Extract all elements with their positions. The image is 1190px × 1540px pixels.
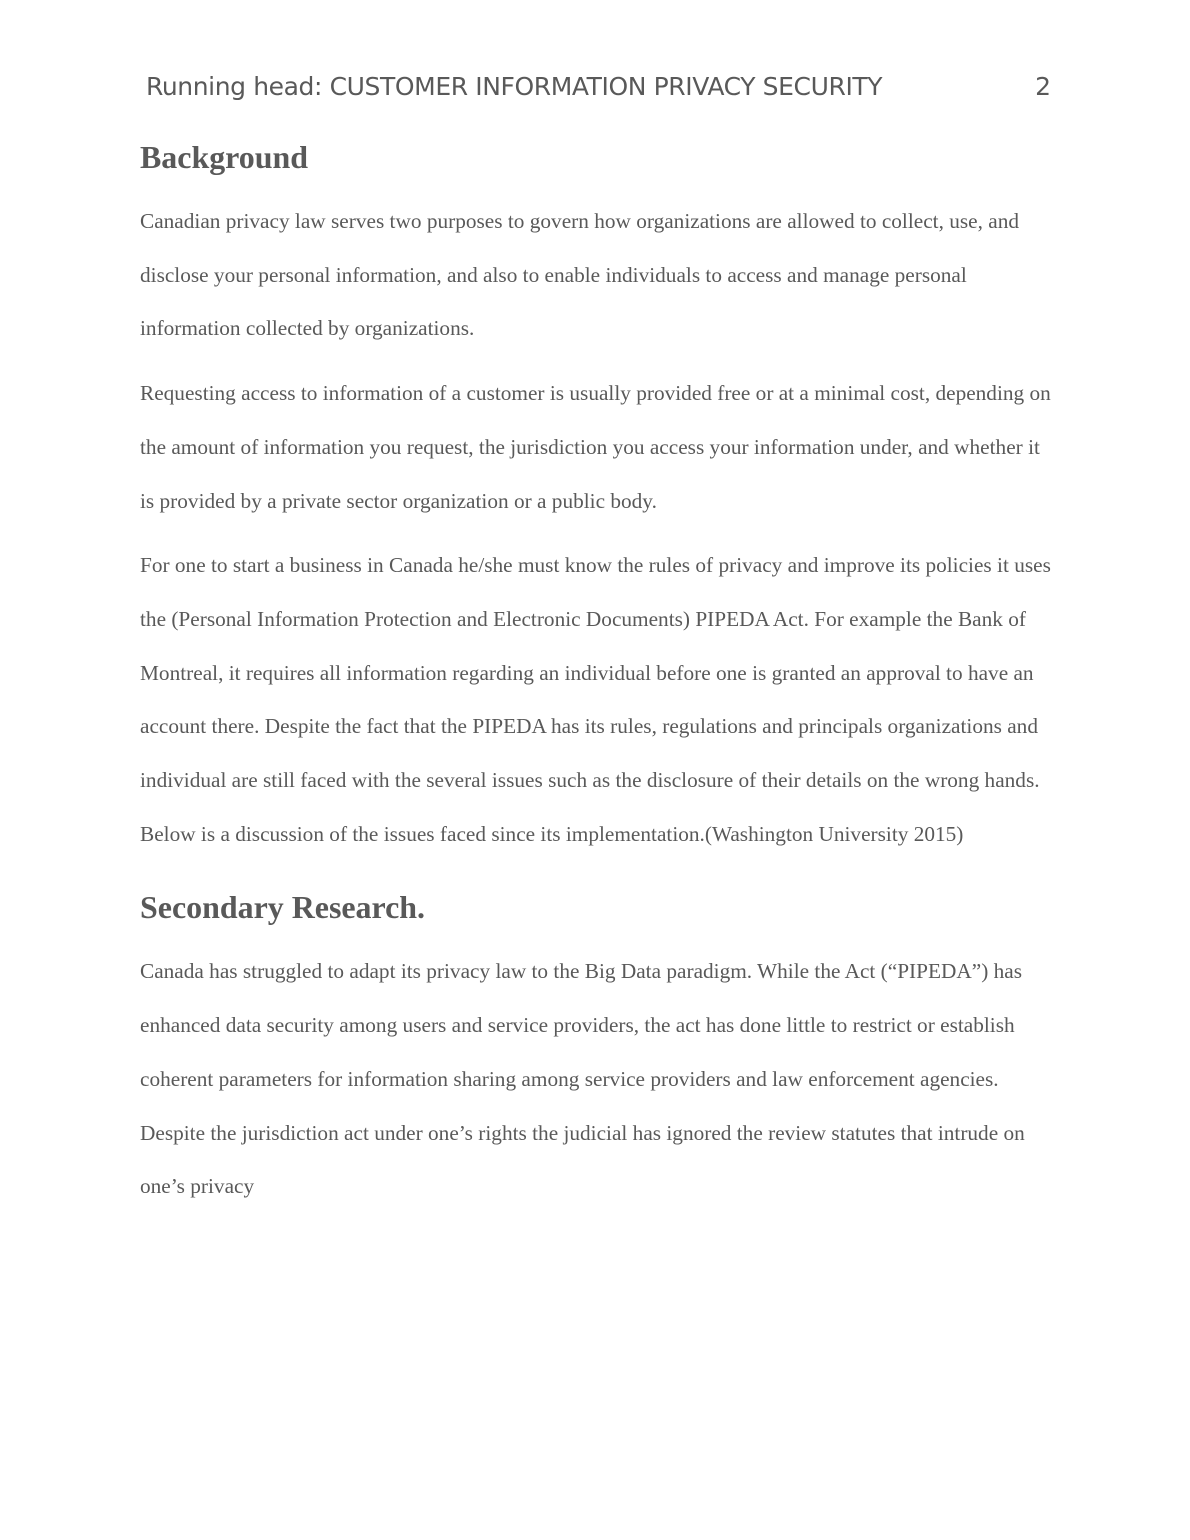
paragraph: Requesting access to information of a customer is usually provided free or at a minimal cost, depending on the amount of information you request, the jurisdiction you access your information under, and whether it is provided by a private sector organization or a public body.	[140, 381, 1051, 513]
running-head: Running head: CUSTOMER INFORMATION PRIVACY SECURITY	[146, 72, 883, 101]
page-number: 2	[1035, 72, 1051, 101]
page-header	[146, 72, 1051, 112]
section-heading-background: Background	[140, 140, 309, 175]
paragraph: Canadian privacy law serves two purposes to govern how organizations are allowed to collect, use, and disclose your personal information, and also to enable individuals to access and manage personal information collected by organizations.	[140, 209, 1020, 341]
paragraph: Canada has struggled to adapt its privacy law to the Big Data paradigm. While the Act (“PIPEDA”) has enhanced data security among users and service providers, the act has done little to restrict or establish coherent parameters for information sharing among service providers and law enforcement agencies. Despite the jurisdiction act under one’s rights the judicial has ignored the review statutes that intrude on one’s privacy	[140, 959, 1025, 1199]
paragraph: For one to start a business in Canada he/she must know the rules of privacy and improve its policies it uses the (Personal Information Protection and Electronic Documents) PIPEDA Act. For example the Bank of Montreal, it requires all information regarding an individual before one is granted an approval to have an account there. Despite the fact that the PIPEDA has its rules, regulations and principals organizations and individual are still faced with the several issues such as the disclosure of their details on the wrong hands. Below is a discussion of the issues faced since its implementation.(Washington University 2015)	[140, 553, 1051, 846]
document-body	[140, 138, 1052, 1214]
section-heading-secondary-research: Secondary Research.	[140, 890, 426, 926]
